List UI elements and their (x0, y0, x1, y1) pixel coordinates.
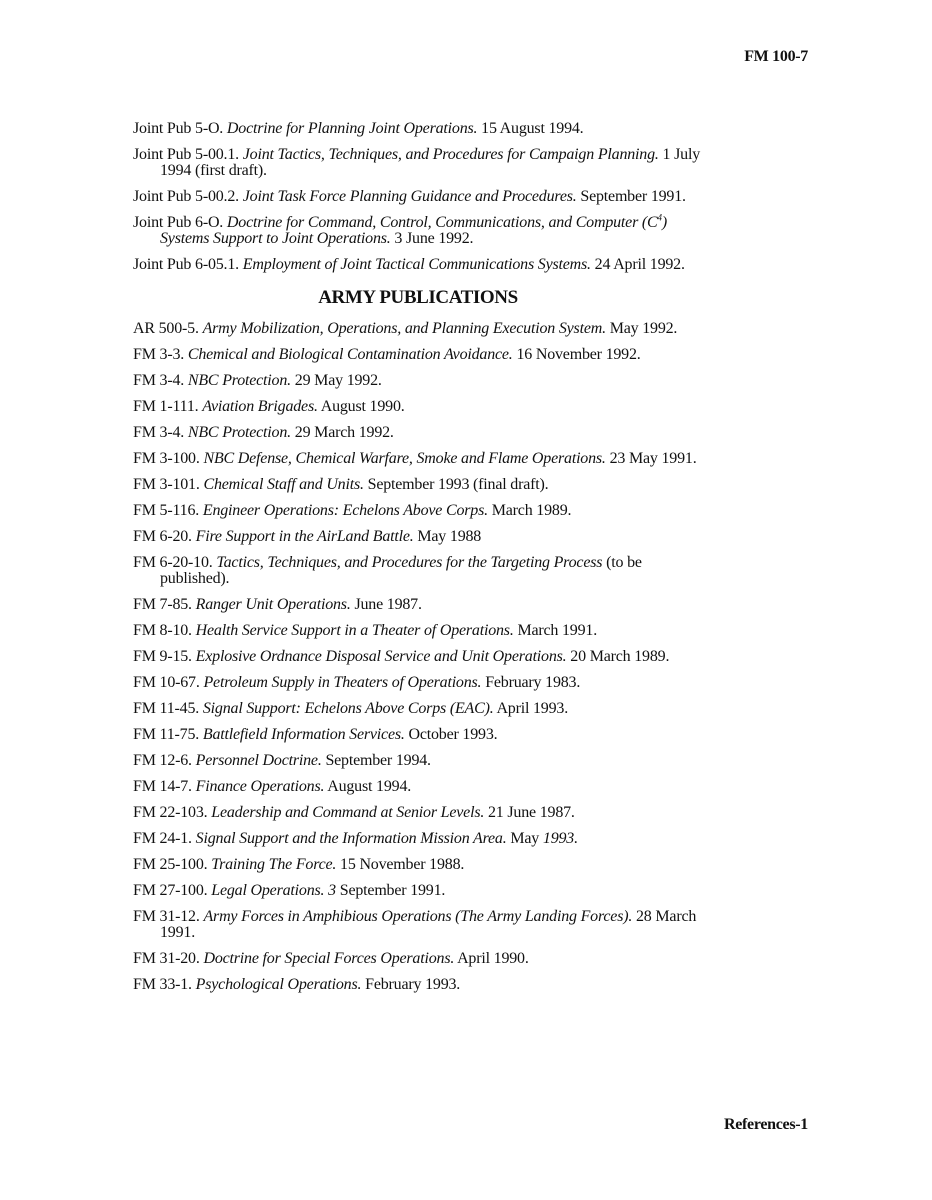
list-item: Joint Pub 5-00.1. Joint Tactics, Techniques, and Procedures for Campaign Planning. 1 July 1994 (first draft). (133, 146, 700, 179)
list-item: FM 12-6. Personnel Doctrine. September 1994. (133, 752, 431, 769)
list-item: FM 11-45. Signal Support: Echelons Above Corps (EAC). April 1993. (133, 700, 569, 717)
running-header-doc-id: FM 100-7 (744, 48, 808, 65)
list-item: FM 3-100. NBC Defense, Chemical Warfare, Smoke and Flame Operations. 23 May 1991. (133, 450, 697, 467)
list-item: AR 500-5. Army Mobilization, Operations, and Planning Execution System. May 1992. (133, 320, 678, 337)
list-item: FM 22-103. Leadership and Command at Senior Levels. 21 June 1987. (133, 804, 575, 821)
list-item: FM 7-85. Ranger Unit Operations. June 1987. (133, 596, 422, 613)
references-list (133, 121, 703, 1003)
list-item: FM 33-1. Psychological Operations. February 1993. (133, 976, 461, 993)
list-item: FM 3-101. Chemical Staff and Units. September 1993 (final draft). (133, 476, 549, 493)
list-item: FM 6-20-10. Tactics, Techniques, and Procedures for the Targeting Process (to be published). (133, 554, 642, 587)
list-item: FM 10-67. Petroleum Supply in Theaters of Operations. February 1983. (133, 674, 581, 691)
list-item: FM 9-15. Explosive Ordnance Disposal Service and Unit Operations. 20 March 1989. (133, 648, 670, 665)
list-item: Joint Pub 6-05.1. Employment of Joint Tactical Communications Systems. 24 April 1992. (133, 256, 685, 273)
list-item: FM 3-4. NBC Protection. 29 May 1992. (133, 372, 382, 389)
list-item: FM 27-100. Legal Operations. 3 September 1991. (133, 882, 446, 899)
list-item: FM 11-75. Battlefield Information Services. October 1993. (133, 726, 498, 743)
list-item: FM 31-20. Doctrine for Special Forces Operations. April 1990. (133, 950, 529, 967)
list-item: FM 31-12. Army Forces in Amphibious Operations (The Army Landing Forces). 28 March 1991. (133, 908, 697, 941)
list-item: Joint Pub 5-O. Doctrine for Planning Joint Operations. 15 August 1994. (133, 120, 584, 137)
list-item: FM 24-1. Signal Support and the Information Mission Area. May 1993. (133, 830, 578, 847)
list-item: Joint Pub 5-00.2. Joint Task Force Planning Guidance and Procedures. September 1991. (133, 188, 686, 205)
list-item: FM 14-7. Finance Operations. August 1994. (133, 778, 412, 795)
list-item: FM 1-111. Aviation Brigades. August 1990. (133, 398, 405, 415)
list-item: Joint Pub 6-O. Doctrine for Command, Control, Communications, and Computer $(C^4)$ Systems Support to Joint Operations. 3 June 1992. (133, 212, 667, 247)
list-item: FM 3-4. NBC Protection. 29 March 1992. (133, 424, 394, 441)
list-item: FM 25-100. Training The Force. 15 November 1988. (133, 856, 465, 873)
list-item: FM 5-116. Engineer Operations: Echelons Above Corps. March 1989. (133, 502, 572, 519)
section-heading-army-publications: ARMY PUBLICATIONS (318, 287, 518, 308)
list-item: FM 3-3. Chemical and Biological Contamination Avoidance. 16 November 1992. (133, 346, 641, 363)
list-item: FM 6-20. Fire Support in the AirLand Battle. May 1988 (133, 528, 482, 545)
list-item: FM 8-10. Health Service Support in a Theater of Operations. March 1991. (133, 622, 598, 639)
page-footer-label: References-1 (723, 1116, 808, 1133)
